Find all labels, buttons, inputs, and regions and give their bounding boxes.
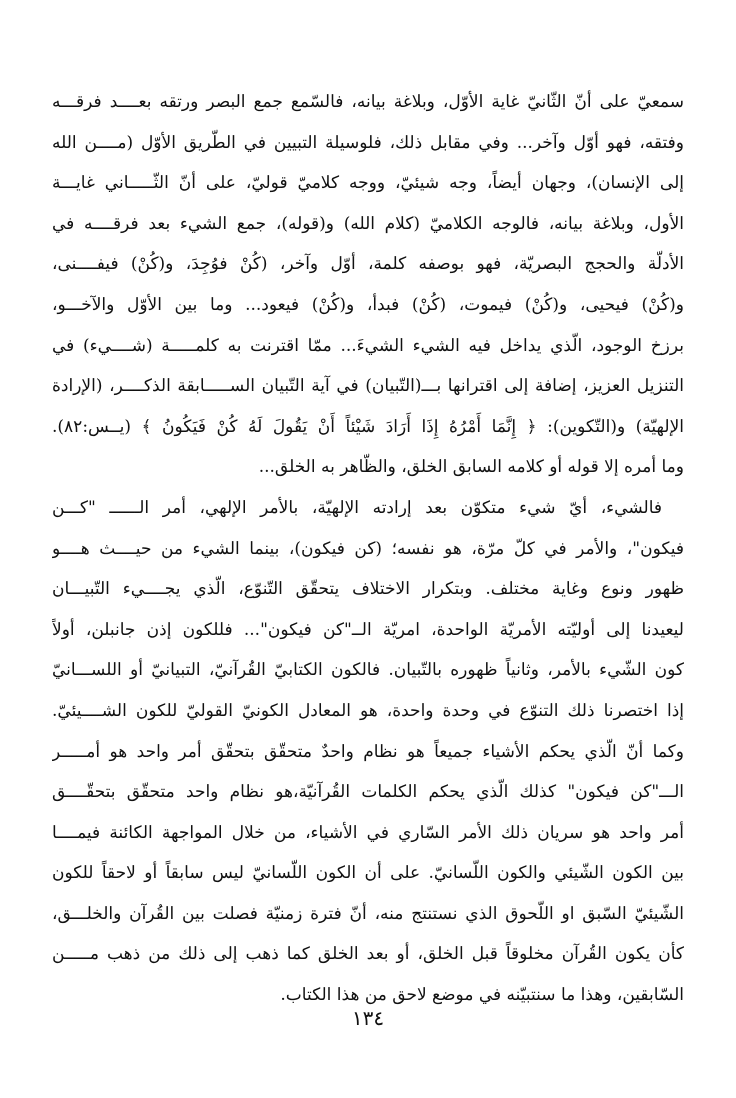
text-line: إذا اختصرنا ذلك التنوّع في وحدة واحدة، هو المعادل الكونيّ القوليّ للكون الشــــيئيّ. — [52, 700, 684, 721]
text-line: الأدلّة والحجج البصريّة، فهو بوصفه كلمة، أوّل وآخر، (كُنْ فوُجِدَ، و(كُنْ) فيفــــنى، — [52, 254, 684, 275]
text-line: وفتقه، فهو أوّل وآخر... وفي مقابل ذلك، فلوسيلة التبيين في الطّريق الأوّل (مــــن الله — [52, 132, 684, 153]
text-line: التنزيل العزيز، إضافة إلى اقترانها بـــ(التّبيان) في آية التّبيان الســـــابقة الذكــــر، (الإرادة — [52, 376, 684, 397]
text-line: الشّيئيّ السّبق او اللّحوق الذي نستنتج منه، أنّ فترة زمنيّة فصلت بين القُرآن والخلـــق، — [52, 903, 684, 924]
text-line: ظهور ونوع وغاية مختلف. وبتكرار الاختلاف يتحقّق التّنوّع، الّذي يجــــيء التّبيـــان — [52, 579, 684, 600]
text-line: أمر واحد هو سريان ذلك الأمر السّاري في الأشياء، من خلال المواجهة الكائنة فيمــــا — [52, 822, 684, 843]
text-line: الإلهيّة) و(التّكوين): ﴿ إِنَّمَا أَمْرُهُ إِذَا أَرَادَ شَيْئاً أَنْ يَقُولَ لَهُ كُنْ فَيَكُونُ ﴾ (يــس:٨٢). — [52, 416, 684, 437]
text-line: الـــ"كن فيكون" كذلك الّذي يحكم الكلمات القُرآنيّة،هو نظام واحد متحقّق بتحقّــــق — [52, 782, 684, 803]
body-text — [52, 82, 684, 1016]
page-number: ١٣٤ — [351, 1006, 385, 1030]
text-line: كأن يكون القُرآن مخلوقاً قبل الخلق، أو بعد الخلق كما ذهب إلى ذلك من ذهب مـــــن — [52, 944, 684, 965]
text-line: فيكون"، والأمر في كلّ مرّة، هو نفسه؛ (كن فيكون)، بينما الشيء من حيــــث هــــو — [52, 538, 684, 559]
text-line: فالشيء، أيّ شيء متكوّن بعد إرادته الإلهيّة، بالأمر الإلهي، أمر الــــــ "كـــن — [52, 497, 662, 518]
text-line: وما أمره إلا قوله أو كلامه السابق الخلق، والظّاهر به الخلق... — [258, 457, 684, 478]
text-line: وكما أنّ الّذي يحكم الأشياء جميعاً هو نظام واحدٌ متحقّق بتحقّق أمر واحد هو أمـــــر — [52, 741, 684, 762]
text-line: سمعيّ على أنّ الثّانيّ غاية الأوّل، وبلاغة بيانه، فالسّمع جمع البصر ورتقه بعــــد فرقـــه — [52, 92, 684, 112]
text-line: و(كُنْ) فيحيى، و(كُنْ) فيموت، (كُنْ) فبدأ، و(كُنْ) فيعود... وما بين الأوّل والآخـــو، — [52, 294, 684, 315]
text-line: السّابقين، وهذا ما سنتبيّنه في موضع لاحق من هذا الكتاب. — [280, 985, 684, 1006]
text-line: ليعيدنا إلى أوليّته الأمريّة الواحدة، امريّة الــ"كن فيكون"... فللكون إذن جانبلن، أولاً — [52, 619, 684, 640]
text-line: الأول، وبلاغة بيانه، فالوجه الكلاميّ (كلام الله) و(قوله)، جمع الشيء بعد فرقــــه في — [52, 213, 684, 234]
text-line: إلى الإنسان)، وجهان أيضاً، وجه شيئيّ، ووجه كلاميّ قوليّ، على أنّ الثّـــــاني غايـــة — [52, 173, 684, 194]
text-line: بين الكون الشّيئي والكون اللّسانيّ. على أن الكون اللّسانيّ ليس سابقاً أو لاحقاً للكون — [52, 863, 684, 884]
text-line: كون الشّيء بالأمر، وثانياً ظهوره بالتّبيان. فالكون الكتابيّ القُرآنيّ، التبيانيّ أو اللســـانيّ — [52, 660, 684, 681]
text-line: برزخ الوجود، الّذي يداخل فيه الشيء الشيءَ... ممّا اقترنت به كلمـــــة (شــــيء) في — [52, 335, 684, 356]
